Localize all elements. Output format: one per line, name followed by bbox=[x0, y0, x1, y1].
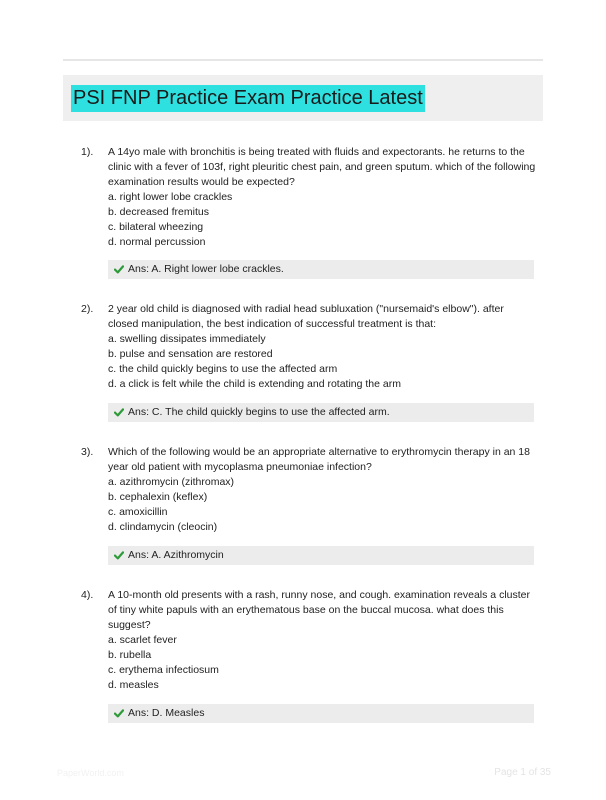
question-stem: Which of the following would be an appropriate alternative to erythromycin therapy in an 18 year old patient with mycoplasma pneumoniae infection? bbox=[108, 446, 530, 473]
answer-box-3 bbox=[108, 546, 534, 565]
option-a: a. swelling dissipates immediately bbox=[108, 333, 266, 345]
option-d: d. clindamycin (cleocin) bbox=[108, 521, 218, 533]
page-title: PSI FNP Practice Exam Practice Latest bbox=[71, 85, 425, 112]
question-body bbox=[108, 145, 536, 250]
answer-text: Ans: A. Azithromycin bbox=[128, 549, 224, 561]
option-d: d. a click is felt while the child is extending and rotating the arm bbox=[108, 378, 401, 390]
option-c: c. erythema infectiosum bbox=[108, 664, 219, 676]
question-number: 2). bbox=[81, 303, 94, 315]
check-icon bbox=[114, 403, 124, 422]
option-d: d. normal percussion bbox=[108, 236, 206, 248]
question-body bbox=[108, 445, 536, 535]
option-a: a. scarlet fever bbox=[108, 634, 177, 646]
question-number: 3). bbox=[81, 446, 94, 458]
question-number: 1). bbox=[81, 146, 94, 158]
question-number: 4). bbox=[81, 589, 94, 601]
option-d: d. measles bbox=[108, 679, 159, 691]
footer-page-number: Page 1 of 35 bbox=[494, 767, 551, 778]
option-c: c. the child quickly begins to use the affected arm bbox=[108, 363, 338, 375]
title-banner bbox=[63, 75, 543, 121]
option-a: a. right lower lobe crackles bbox=[108, 191, 233, 203]
check-icon bbox=[114, 260, 124, 279]
answer-box-4 bbox=[108, 704, 534, 723]
answer-text: Ans: A. Right lower lobe crackles. bbox=[128, 263, 284, 275]
question-stem: 2 year old child is diagnosed with radial head subluxation ("nursemaid's elbow"). after closed manipulation, the best indication of successful treatment is that: bbox=[108, 303, 504, 330]
question-body bbox=[108, 302, 536, 392]
answer-box-1 bbox=[108, 260, 534, 279]
option-b: b. cephalexin (keflex) bbox=[108, 491, 208, 503]
check-icon bbox=[114, 704, 124, 723]
option-b: b. decreased fremitus bbox=[108, 206, 209, 218]
option-a: a. azithromycin (zithromax) bbox=[108, 476, 235, 488]
option-c: c. amoxicillin bbox=[108, 506, 168, 518]
question-stem: A 10-month old presents with a rash, runny nose, and cough. examination reveals a cluster of tiny white papuls with an erythematous base on the buccal mucosa. what does this suggest? bbox=[108, 589, 530, 631]
check-icon bbox=[114, 546, 124, 565]
question-body bbox=[108, 588, 536, 693]
answer-text: Ans: D. Measles bbox=[128, 707, 205, 719]
answer-box-2 bbox=[108, 403, 534, 422]
option-b: b. pulse and sensation are restored bbox=[108, 348, 273, 360]
footer-site-watermark: PaperWorld.com bbox=[57, 768, 124, 778]
option-c: c. bilateral wheezing bbox=[108, 221, 204, 233]
answer-text: Ans: C. The child quickly begins to use the affected arm. bbox=[128, 406, 390, 418]
question-stem: A 14yo male with bronchitis is being treated with fluids and expectorants. he returns to the clinic with a fever of 103f, right pleuritic chest pain, and green sputum. which of the following examination results would be expected? bbox=[108, 146, 536, 188]
option-b: b. rubella bbox=[108, 649, 152, 661]
header-divider bbox=[63, 59, 543, 61]
